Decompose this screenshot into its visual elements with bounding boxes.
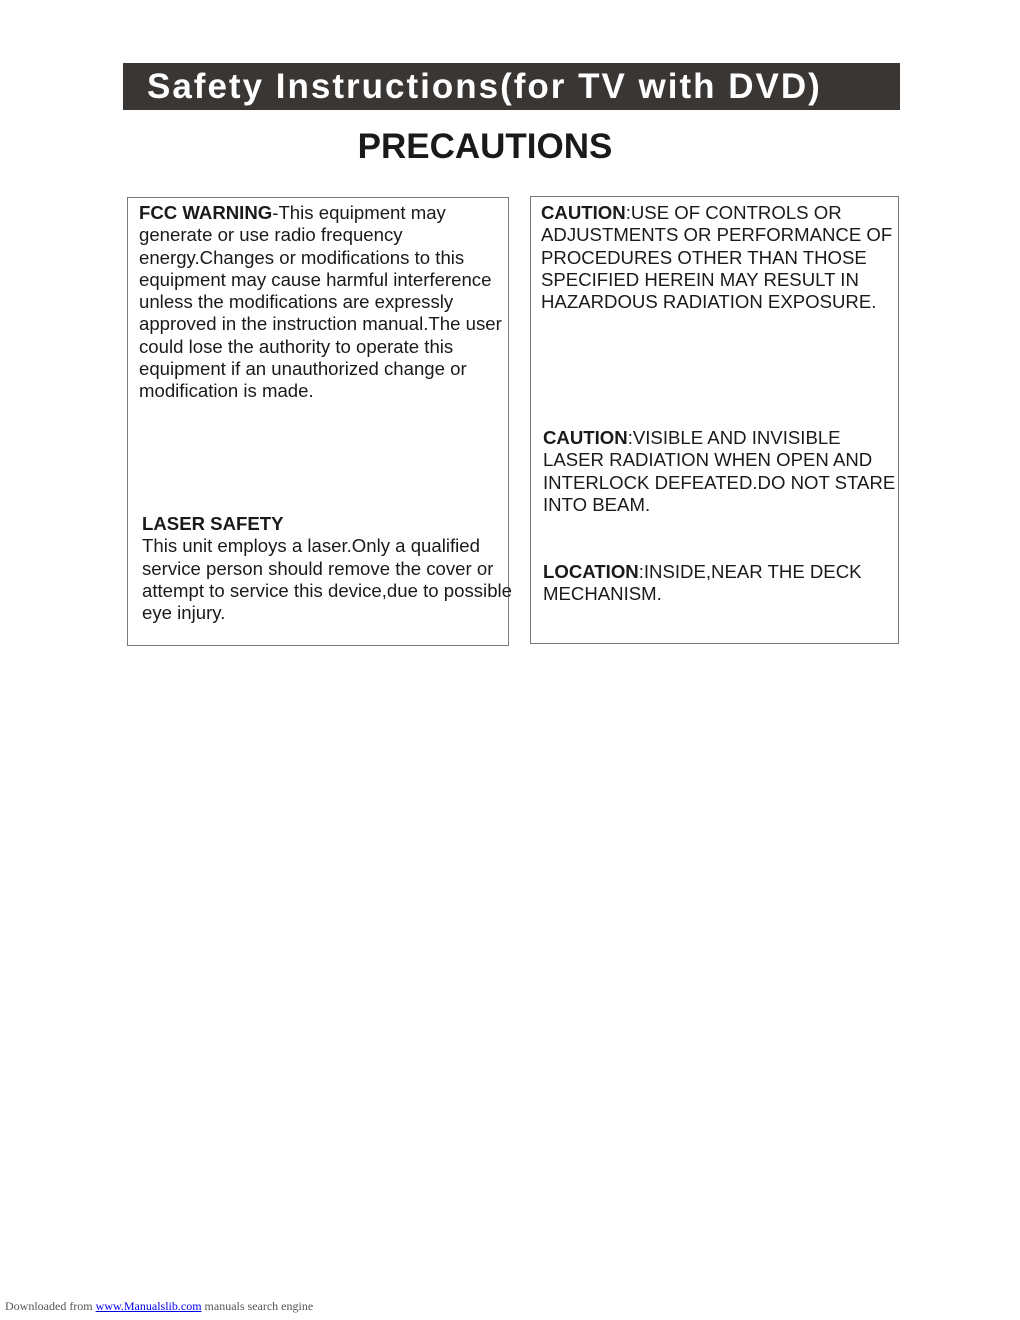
location-heading: LOCATION — [543, 561, 639, 582]
manualslib-link[interactable]: www.Manualslib.com — [95, 1299, 202, 1313]
caution-controls-body: :USE OF CONTROLS OR ADJUSTMENTS OR PERFORMANCE OF PROCEDURES OTHER THAN THOSE SPECIFIED HEREIN MAY RESULT IN HAZARDOUS RADIATION EXPOSURE. — [541, 202, 893, 313]
download-footer — [5, 1299, 313, 1314]
caution-radiation-paragraph — [543, 427, 905, 516]
laser-safety-paragraph — [142, 513, 512, 624]
caution-radiation-heading: CAUTION — [543, 427, 628, 448]
fcc-warning-body: -This equipment may generate or use radio frequency energy.Changes or modifications to this equipment may cause harmful interference unless the modifications are expressly approved in the instruction manual.The user could lose the authority to operate this equipment if an unauthorized change or modification is made. — [139, 202, 502, 402]
laser-safety-heading: LASER SAFETY — [142, 513, 284, 534]
section-header-title: Safety Instructions(for TV with DVD) — [147, 67, 822, 106]
laser-safety-body: This unit employs a laser.Only a qualified service person should remove the cover or attempt to service this device,due to possible eye injury. — [142, 535, 513, 624]
caution-controls-paragraph — [541, 202, 901, 313]
section-header-bar — [123, 63, 900, 110]
fcc-warning-paragraph — [139, 202, 509, 403]
caution-controls-heading: CAUTION — [541, 202, 626, 223]
location-body: :INSIDE,NEAR THE DECK MECHANISM. — [543, 561, 862, 605]
page-title: PRECAUTIONS — [357, 127, 613, 166]
location-paragraph — [543, 561, 903, 606]
fcc-warning-heading: FCC WARNING — [139, 202, 273, 223]
caution-radiation-body: :VISIBLE AND INVISIBLE LASER RADIATION WHEN OPEN AND INTERLOCK DEFEATED.DO NOT STARE INTO BEAM. — [543, 427, 896, 515]
footer-prefix: Downloaded from — [5, 1299, 93, 1313]
footer-suffix: manuals search engine — [204, 1299, 314, 1313]
